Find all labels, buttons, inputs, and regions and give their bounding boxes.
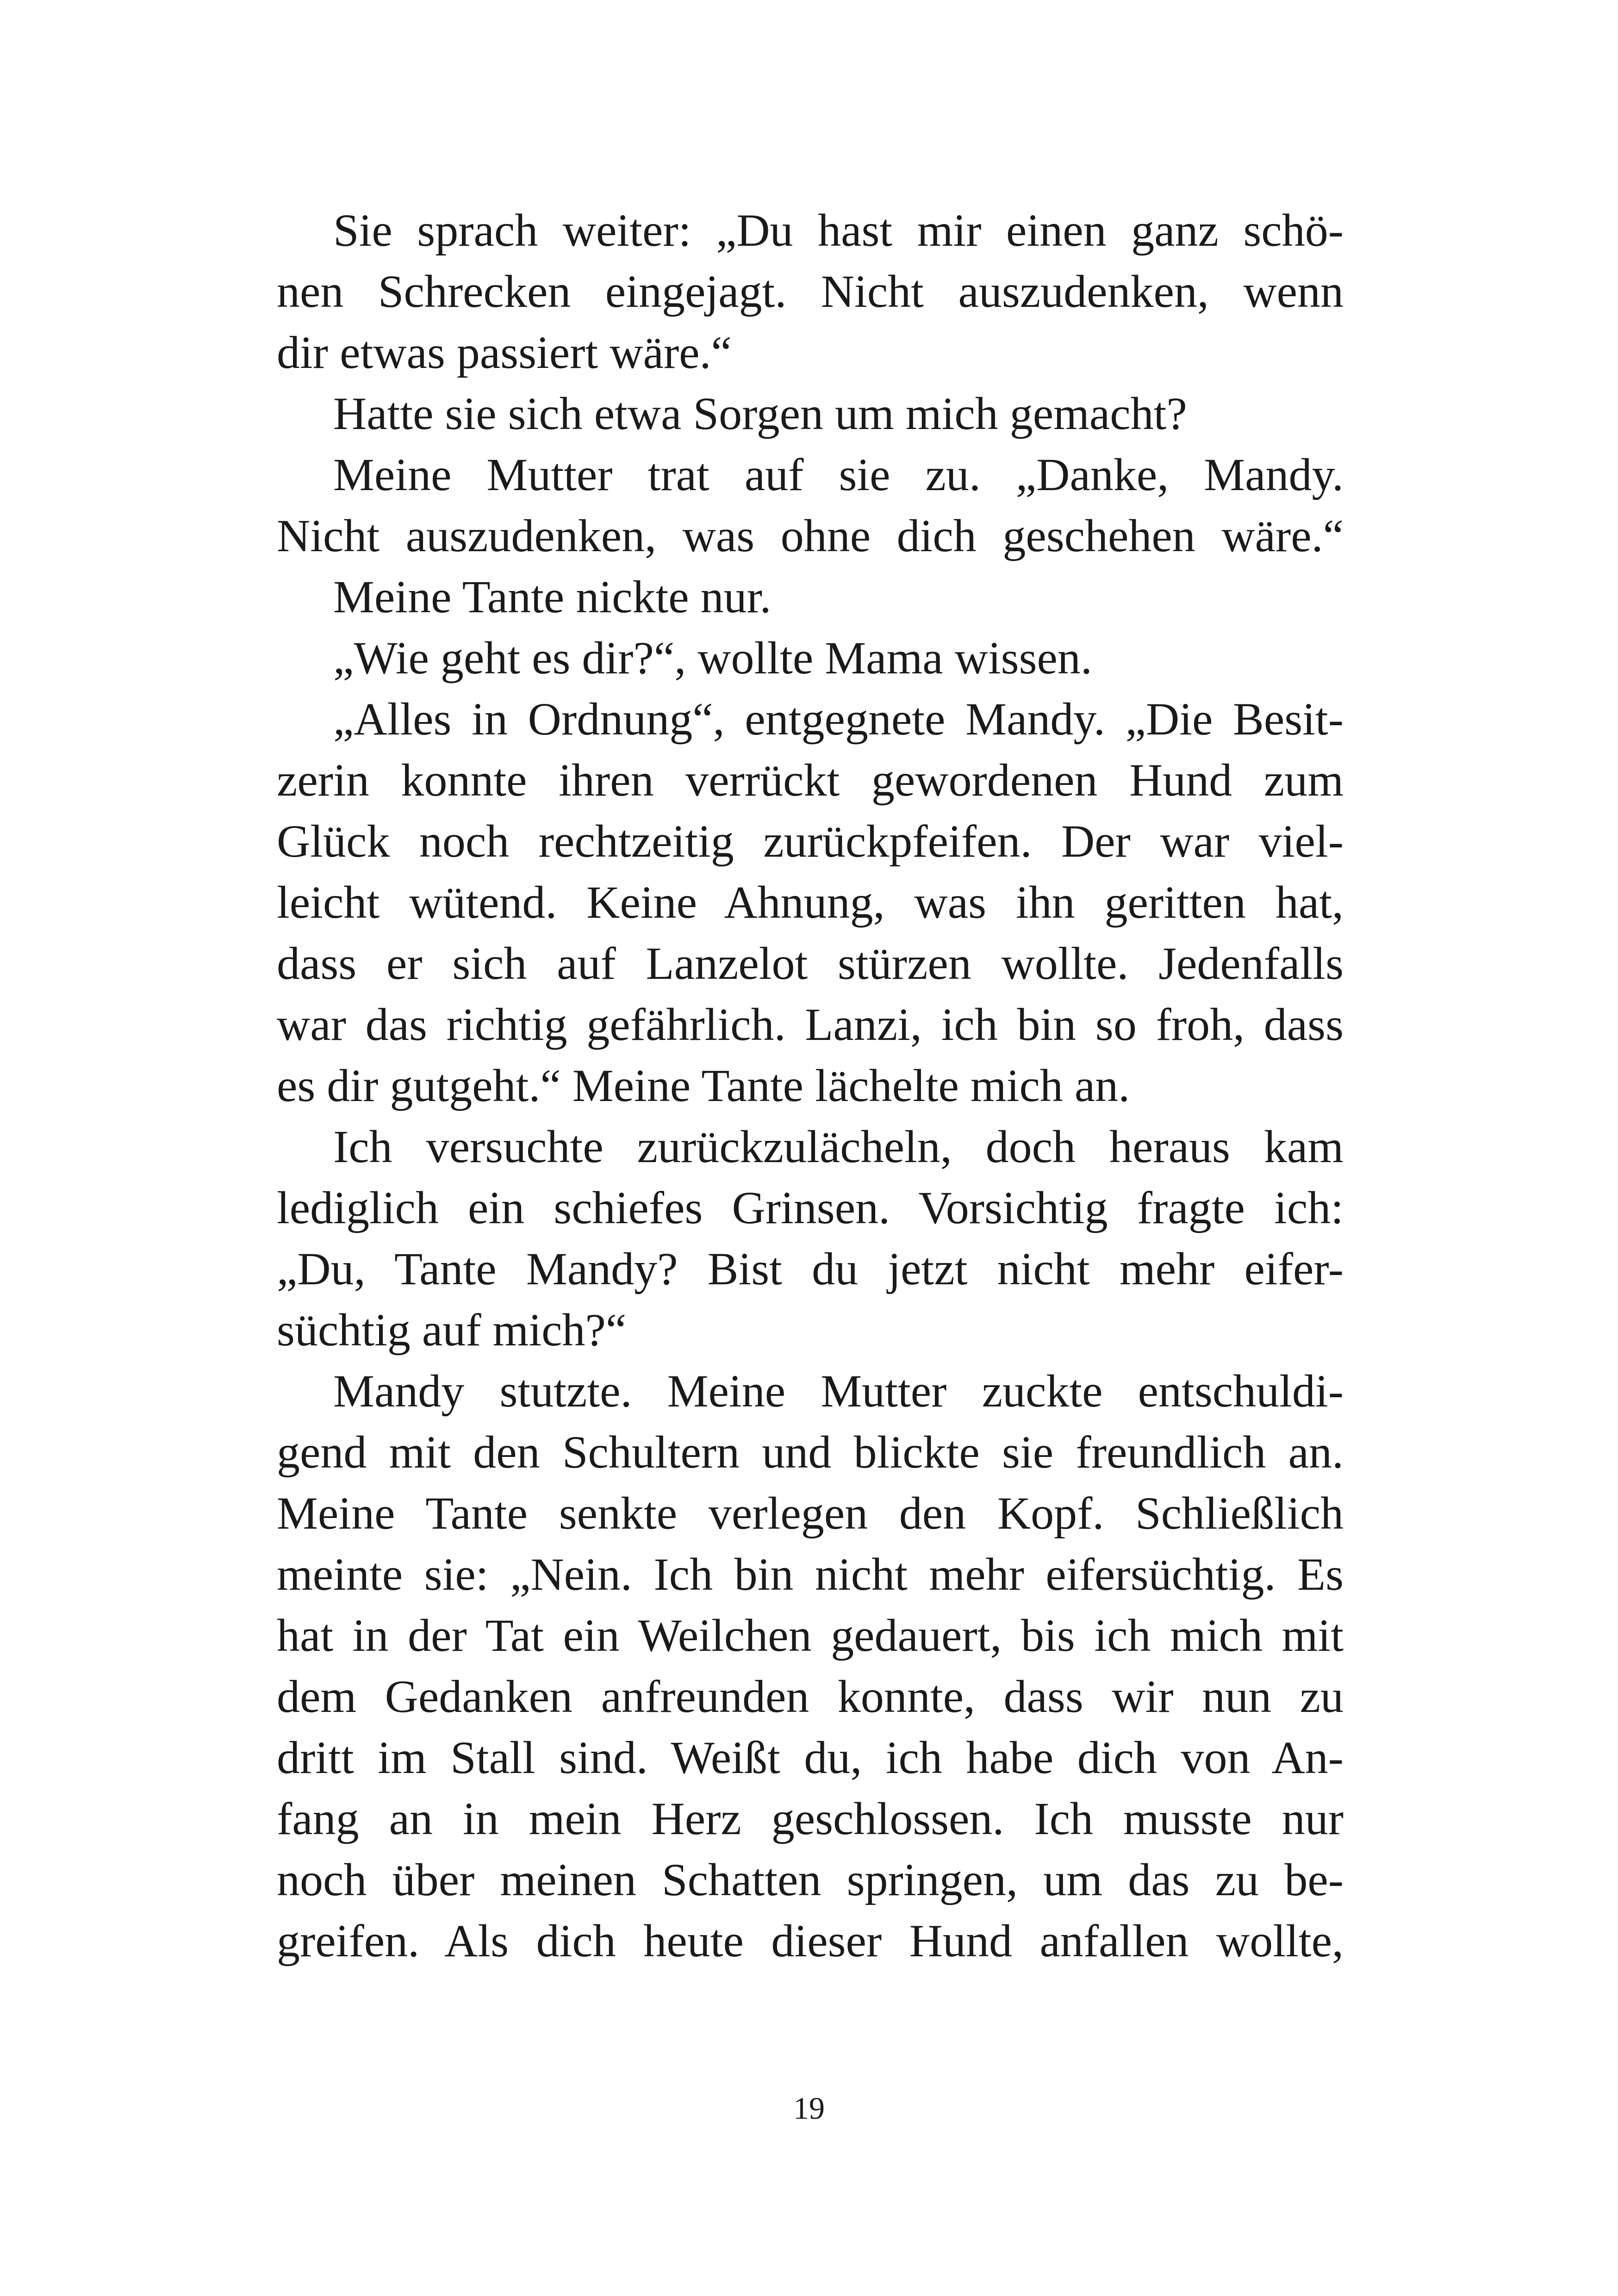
text-line: gend mit den Schultern und blickte sie freundlich an.	[277, 1426, 1344, 1478]
text-line: dem Gedanken anfreunden konnte, dass wir nun zu	[277, 1671, 1344, 1722]
text-line: Meine Mutter trat auf sie zu. „Danke, Mandy.	[333, 449, 1344, 500]
text-line: meinte sie: „Nein. Ich bin nicht mehr eifersüchtig. Es	[277, 1549, 1344, 1600]
text-line: hat in der Tat ein Weilchen gedauert, bis ich mich mit	[277, 1610, 1344, 1661]
text-line: lediglich ein schiefes Grinsen. Vorsichtig fragte ich:	[277, 1182, 1344, 1233]
text-line: Ich versuchte zurückzulächeln, doch heraus kam	[333, 1121, 1344, 1172]
text-line: greifen. Als dich heute dieser Hund anfallen wollte,	[277, 1915, 1344, 1966]
text-line: „Alles in Ordnung“, entgegnete Mandy. „Die Besit-	[333, 693, 1344, 745]
text-line: Meine Tante senkte verlegen den Kopf. Schließlich	[277, 1487, 1344, 1539]
text-line: noch über meinen Schatten springen, um das zu be-	[277, 1854, 1344, 1905]
text-line: dritt im Stall sind. Weißt du, ich habe dich von An-	[277, 1732, 1344, 1783]
text-line: Meine Tante nickte nur.	[333, 571, 772, 622]
text-line: zerin konnte ihren verrückt gewordenen Hund zum	[277, 754, 1344, 806]
text-line: süchtig auf mich?“	[277, 1304, 627, 1356]
page-number: 19	[793, 2091, 825, 2126]
text-line: Sie sprach weiter: „Du hast mir einen ganz schö-	[333, 205, 1344, 256]
text-line: nen Schrecken eingejagt. Nicht auszudenken, wenn	[277, 266, 1344, 317]
text-line: dass er sich auf Lanzelot stürzen wollte. Jedenfalls	[277, 938, 1344, 989]
body-text	[277, 200, 1344, 1972]
text-line: Glück noch rechtzeitig zurückpfeifen. Der war viel-	[277, 815, 1344, 867]
text-line: Hatte sie sich etwa Sorgen um mich gemacht?	[333, 388, 1187, 439]
text-line: dir etwas passiert wäre.“	[277, 327, 732, 378]
text-line: Nicht auszudenken, was ohne dich geschehen wäre.“	[277, 510, 1344, 561]
text-line: Mandy stutzte. Meine Mutter zuckte entschuldi-	[333, 1365, 1344, 1417]
text-line: war das richtig gefährlich. Lanzi, ich bin so froh, dass	[277, 999, 1344, 1050]
text-line: leicht wütend. Keine Ahnung, was ihn geritten hat,	[277, 877, 1344, 928]
text-line: „Du, Tante Mandy? Bist du jetzt nicht mehr eifer-	[277, 1243, 1344, 1294]
text-line: fang an in mein Herz geschlossen. Ich musste nur	[277, 1793, 1344, 1844]
text-line: es dir gutgeht.“ Meine Tante lächelte mich an.	[277, 1060, 1130, 1111]
text-line: „Wie geht es dir?“, wollte Mama wissen.	[333, 632, 1092, 684]
